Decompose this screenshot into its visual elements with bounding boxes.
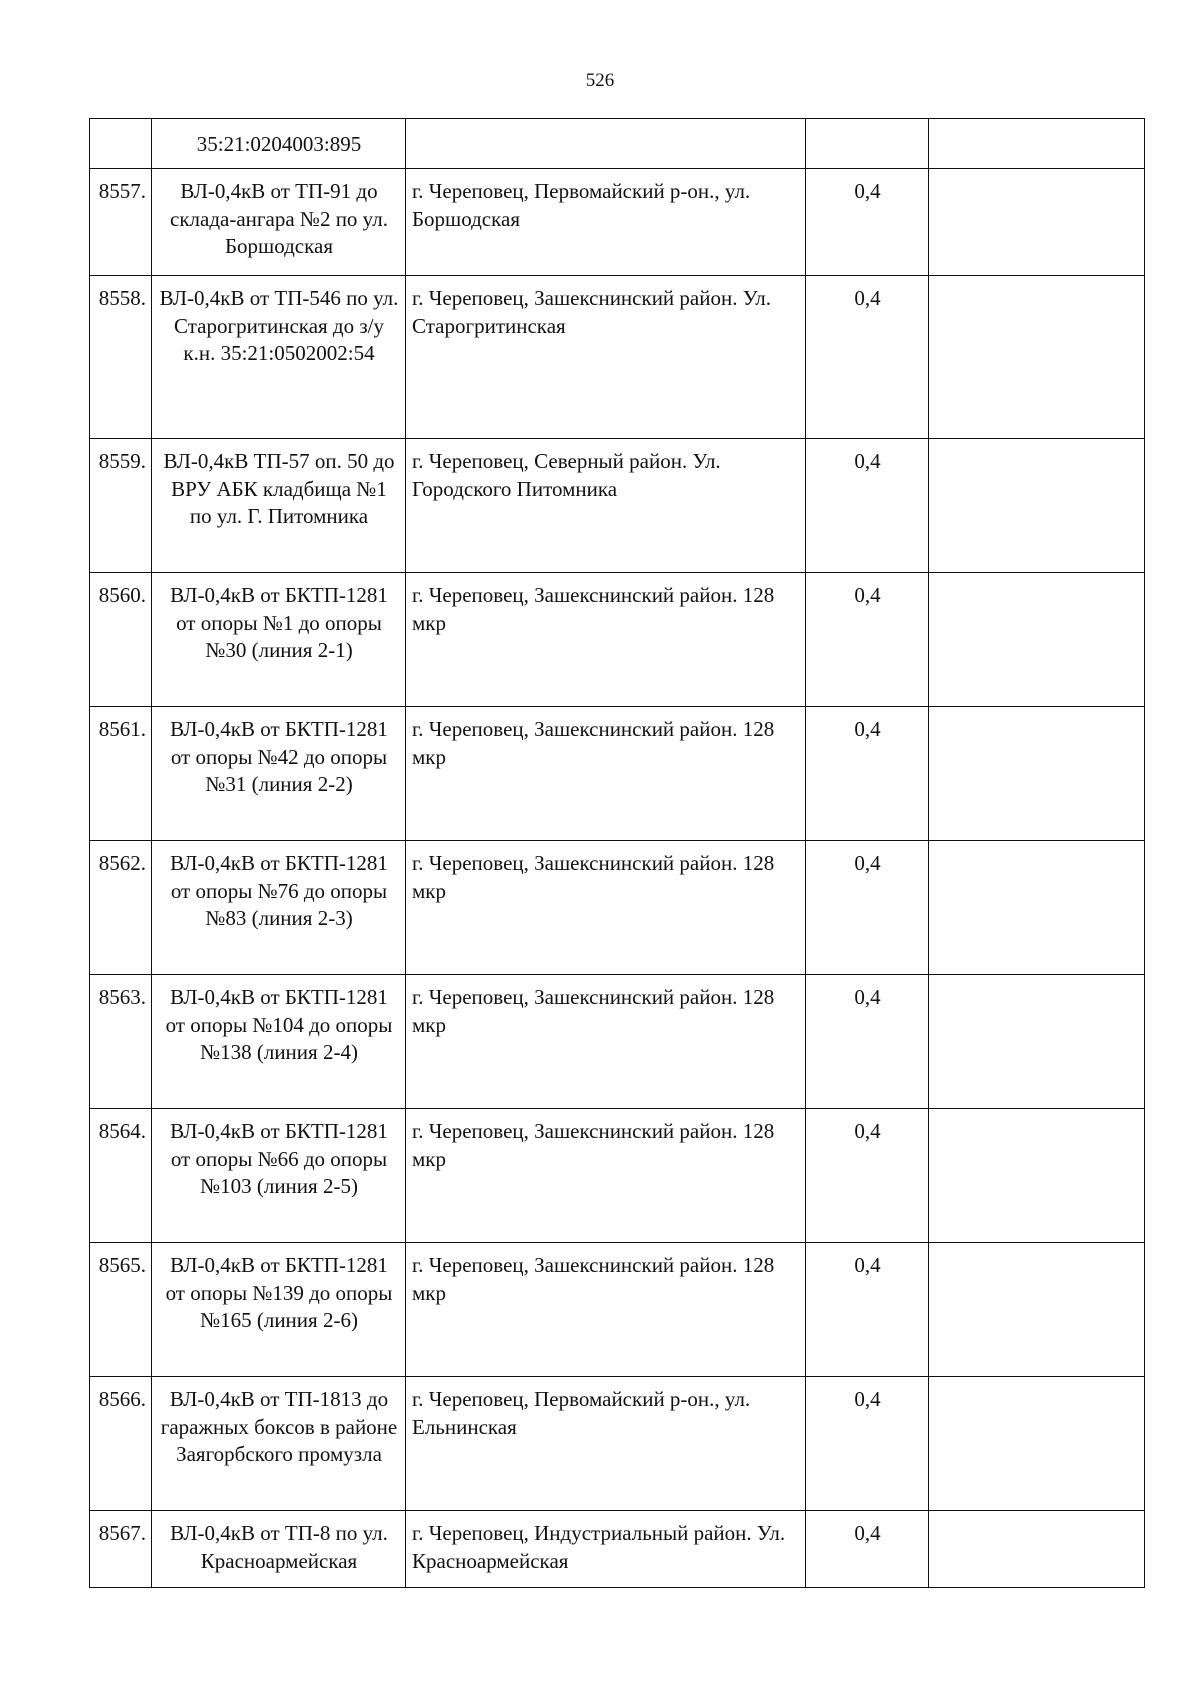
table-row	[90, 1243, 1145, 1377]
voltage-cell: 0,4	[806, 276, 929, 439]
address-cell: г. Череповец, Северный район. Ул. Городского Питомника	[406, 439, 806, 573]
address-cell: г. Череповец, Первомайский р-он., ул. Ельнинская	[406, 1377, 806, 1511]
table-row	[90, 707, 1145, 841]
registry-table-body	[90, 119, 1145, 1588]
table-row	[90, 975, 1145, 1109]
row-number-cell: 8560.	[90, 573, 152, 707]
voltage-cell: 0,4	[806, 1377, 929, 1511]
voltage-cell: 0,4	[806, 1243, 929, 1377]
voltage-cell: 0,4	[806, 1511, 929, 1588]
table-row	[90, 841, 1145, 975]
row-number-cell: 8565.	[90, 1243, 152, 1377]
row-number-cell: 8557.	[90, 169, 152, 276]
table-row	[90, 573, 1145, 707]
voltage-cell: 0,4	[806, 841, 929, 975]
extra-cell	[929, 119, 1145, 169]
row-number-cell: 8562.	[90, 841, 152, 975]
row-number-cell: 8558.	[90, 276, 152, 439]
object-name-cell: ВЛ-0,4кВ от БКТП-1281 от опоры №76 до опоры №83 (линия 2-3)	[152, 841, 406, 975]
object-name-cell: ВЛ-0,4кВ ТП-57 оп. 50 до ВРУ АБК кладбища №1 по ул. Г. Питомника	[152, 439, 406, 573]
extra-cell	[929, 439, 1145, 573]
row-number-cell: 8561.	[90, 707, 152, 841]
address-cell: г. Череповец, Зашекснинский район. 128 мкр	[406, 573, 806, 707]
voltage-cell: 0,4	[806, 975, 929, 1109]
address-cell: г. Череповец, Зашекснинский район. 128 мкр	[406, 841, 806, 975]
registry-table	[89, 118, 1145, 1588]
extra-cell	[929, 975, 1145, 1109]
object-name-cell: ВЛ-0,4кВ от ТП-1813 до гаражных боксов в районе Заягорбского промузла	[152, 1377, 406, 1511]
extra-cell	[929, 707, 1145, 841]
row-number-cell: 8567.	[90, 1511, 152, 1588]
table-row	[90, 439, 1145, 573]
table-row	[90, 1511, 1145, 1588]
object-name-cell: ВЛ-0,4кВ от БКТП-1281 от опоры №42 до опоры №31 (линия 2-2)	[152, 707, 406, 841]
extra-cell	[929, 573, 1145, 707]
row-number-cell: 8564.	[90, 1109, 152, 1243]
voltage-cell: 0,4	[806, 169, 929, 276]
voltage-cell: 0,4	[806, 439, 929, 573]
address-cell: г. Череповец, Зашекснинский район. 128 мкр	[406, 1243, 806, 1377]
object-name-cell: ВЛ-0,4кВ от ТП-8 по ул. Красноармейская	[152, 1511, 406, 1588]
table-row	[90, 1109, 1145, 1243]
object-name-cell: 35:21:0204003:895	[152, 119, 406, 169]
extra-cell	[929, 169, 1145, 276]
extra-cell	[929, 1377, 1145, 1511]
address-cell: г. Череповец, Зашекснинский район. 128 мкр	[406, 707, 806, 841]
voltage-cell: 0,4	[806, 1109, 929, 1243]
address-cell: г. Череповец, Индустриальный район. Ул. Красноармейская	[406, 1511, 806, 1588]
row-number-cell: 8566.	[90, 1377, 152, 1511]
object-name-cell: ВЛ-0,4кВ от ТП-91 до склада-ангара №2 по ул. Боршодская	[152, 169, 406, 276]
table-row	[90, 276, 1145, 439]
table-row	[90, 169, 1145, 276]
object-name-cell: ВЛ-0,4кВ от БКТП-1281 от опоры №66 до опоры №103 (линия 2-5)	[152, 1109, 406, 1243]
address-cell: г. Череповец, Зашекснинский район. Ул. Старогритинская	[406, 276, 806, 439]
address-cell	[406, 119, 806, 169]
row-number-cell: 8563.	[90, 975, 152, 1109]
extra-cell	[929, 276, 1145, 439]
voltage-cell: 0,4	[806, 573, 929, 707]
extra-cell	[929, 1109, 1145, 1243]
object-name-cell: ВЛ-0,4кВ от БКТП-1281 от опоры №104 до опоры №138 (линия 2-4)	[152, 975, 406, 1109]
table-row	[90, 119, 1145, 169]
row-number-cell	[90, 119, 152, 169]
extra-cell	[929, 1511, 1145, 1588]
extra-cell	[929, 1243, 1145, 1377]
extra-cell	[929, 841, 1145, 975]
address-cell: г. Череповец, Зашекснинский район. 128 мкр	[406, 1109, 806, 1243]
table-row	[90, 1377, 1145, 1511]
object-name-cell: ВЛ-0,4кВ от БКТП-1281 от опоры №139 до опоры №165 (линия 2-6)	[152, 1243, 406, 1377]
row-number-cell: 8559.	[90, 439, 152, 573]
voltage-cell	[806, 119, 929, 169]
address-cell: г. Череповец, Зашекснинский район. 128 мкр	[406, 975, 806, 1109]
page-number: 526	[585, 70, 615, 91]
object-name-cell: ВЛ-0,4кВ от БКТП-1281 от опоры №1 до опоры №30 (линия 2-1)	[152, 573, 406, 707]
object-name-cell: ВЛ-0,4кВ от ТП-546 по ул. Старогритинская до з/у к.н. 35:21:0502002:54	[152, 276, 406, 439]
address-cell: г. Череповец, Первомайский р-он., ул. Боршодская	[406, 169, 806, 276]
voltage-cell: 0,4	[806, 707, 929, 841]
